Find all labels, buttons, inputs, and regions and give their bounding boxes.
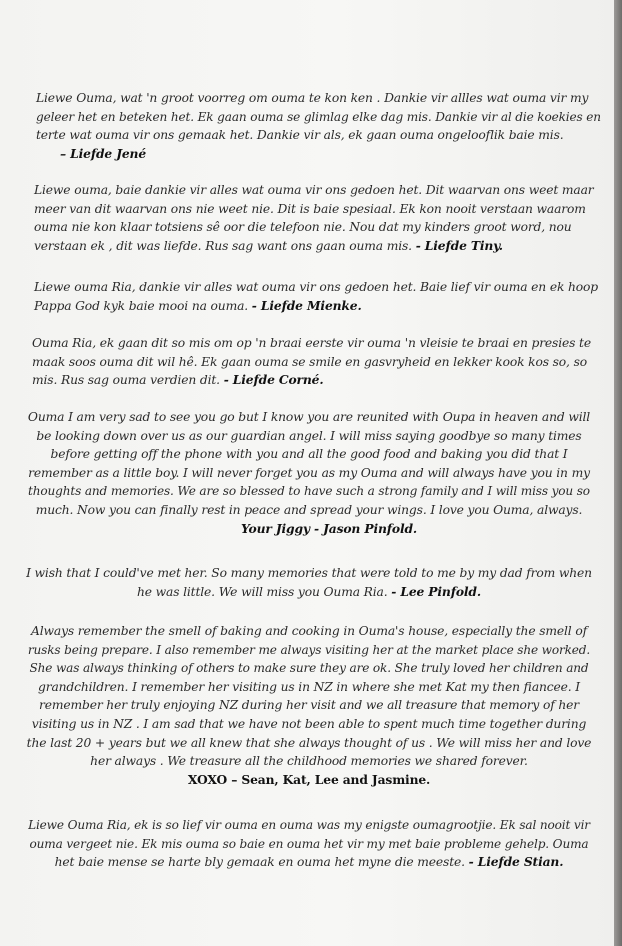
tribute-line-text: Pappa God kyk baie mooi na ouma. (34, 298, 249, 313)
tribute-line (32, 371, 598, 390)
tribute-line: Liewe Ouma Ria, ek is so lief vir ouma en ouma was my enigste oumagrootjie. Ek sal nooit vir (28, 818, 590, 832)
tribute-line (26, 583, 592, 602)
tribute-line: geleer het en beteken het. Ek gaan ouma se glimlag elke dag mis. Dankie vir al die koekies en (36, 109, 601, 124)
tribute-line: rusks being prepare. I also remember me always visiting her at the market place she worked. (27, 642, 591, 657)
tribute-signature: - Liefde Stian. (468, 854, 564, 870)
tribute-line: her always . We treasure all the childhood memories we shared forever. (90, 754, 528, 769)
tribute-signature: – Liefde Jené (60, 145, 147, 161)
tribute-line: much. Now you can finally rest in peace and spread your wings. I love you Ouma, always. (35, 502, 583, 517)
tribute-tiny (34, 181, 600, 255)
tribute-line: remember her truly enjoying NZ during her visit and we all treasure that memory of her (38, 698, 580, 713)
tribute-corne (32, 334, 598, 390)
tribute-line (34, 237, 600, 256)
tribute-signature: XOXO – Sean, Kat, Lee and Jasmine. (187, 771, 431, 787)
tribute-line: Liewe ouma, baie dankie vir alles wat ouma vir ons gedoen het. Dit waarvan ons weet maar (34, 183, 594, 197)
tribute-line-text: he was little. We will miss you Ouma Ria. (136, 584, 388, 599)
tribute-jason (26, 408, 592, 538)
tribute-signature: - Liefde Tiny. (415, 237, 503, 253)
tribute-signature: Your Jiggy - Jason Pinfold. (240, 520, 418, 536)
tribute-line-text: mis. Rus sag ouma verdien dit. (32, 373, 220, 388)
tribute-line-text: verstaan ek , dit was liefde. Rus sag want ons gaan ouma mis. (34, 238, 412, 253)
tribute-line: maak soos ouma dit wil hê. Ek gaan ouma se smile en gasvryheid en lekker kook kos so, so (32, 354, 587, 369)
tribute-line: Liewe ouma Ria, dankie vir alles wat ouma vir ons gedoen het. Baie lief vir ouma en ek hoop (34, 280, 599, 294)
tribute-line: thoughts and memories. We are so blessed to have such a strong family and I will miss you so (28, 484, 590, 499)
page-edge-shadow (614, 0, 622, 946)
tribute-line-text: het baie mense se harte bly gemaak en ouma het myne die meeste. (54, 855, 465, 870)
tribute-line: remember as a little boy. I will never forget you as my Ouma and will always have you in my (28, 465, 590, 480)
tribute-line: terte wat ouma vir ons gemaak het. Dankie vir als, ek gaan ouma ongelooflik baie mis. (36, 128, 564, 143)
tribute-line: visiting us in NZ . I am sad that we have not been able to spent much time together during (31, 716, 587, 731)
tribute-line: Ouma I am very sad to see you go but I know you are reunited with Oupa in heaven and will (27, 410, 591, 424)
tribute-line: grandchildren. I remember her visiting us in NZ in where she met Kat my then fiancee. I (38, 679, 580, 694)
tribute-signature: - Lee Pinfold. (391, 583, 482, 599)
tribute-sean-family (26, 622, 592, 789)
tribute-line: before getting off the phone with you and all the good food and baking you did that I (50, 447, 568, 462)
tribute-signature: - Liefde Corné. (223, 372, 324, 388)
tribute-line: She was always thinking of others to make sure they are ok. She truly loved her children and (29, 661, 589, 676)
tribute-line: meer van dit waarvan ons nie weet nie. Dit is baie spesiaal. Ek kon nooit verstaan waarom (34, 201, 586, 216)
tribute-stian (26, 816, 592, 872)
tribute-jene (36, 89, 602, 163)
tribute-line: ouma vergeet nie. Ek mis ouma so baie en ouma het vir my met baie probleme gehelp. Ouma (29, 836, 589, 851)
tribute-line (26, 853, 592, 872)
tribute-signature: - Liefde Mienke. (251, 297, 362, 313)
tribute-line: Ouma Ria, ek gaan dit so mis om op 'n braai eerste vir ouma 'n vleisie te braai en presies te (32, 336, 591, 350)
tribute-line: be looking down over us as our guardian angel. I will miss saying goodbye so many times (36, 428, 582, 443)
tribute-mienke (34, 278, 600, 315)
tribute-line: Always remember the smell of baking and cooking in Ouma's house, especially the smell of (31, 624, 587, 638)
tribute-line: ouma nie kon klaar totsiens sê oor die telefoon nie. Nou dat my kinders groot word, nou (34, 220, 572, 235)
tribute-line (34, 297, 600, 316)
tribute-line: the last 20 + years but we all knew that she always thought of us . We will miss her and love (26, 735, 592, 750)
tribute-line: Liewe Ouma, wat 'n groot voorreg om ouma te kon ken . Dankie vir allles wat ouma vir my (36, 91, 589, 105)
tribute-lee (26, 564, 592, 601)
tribute-line: I wish that I could've met her. So many memories that were told to me by my dad from when (26, 566, 592, 580)
